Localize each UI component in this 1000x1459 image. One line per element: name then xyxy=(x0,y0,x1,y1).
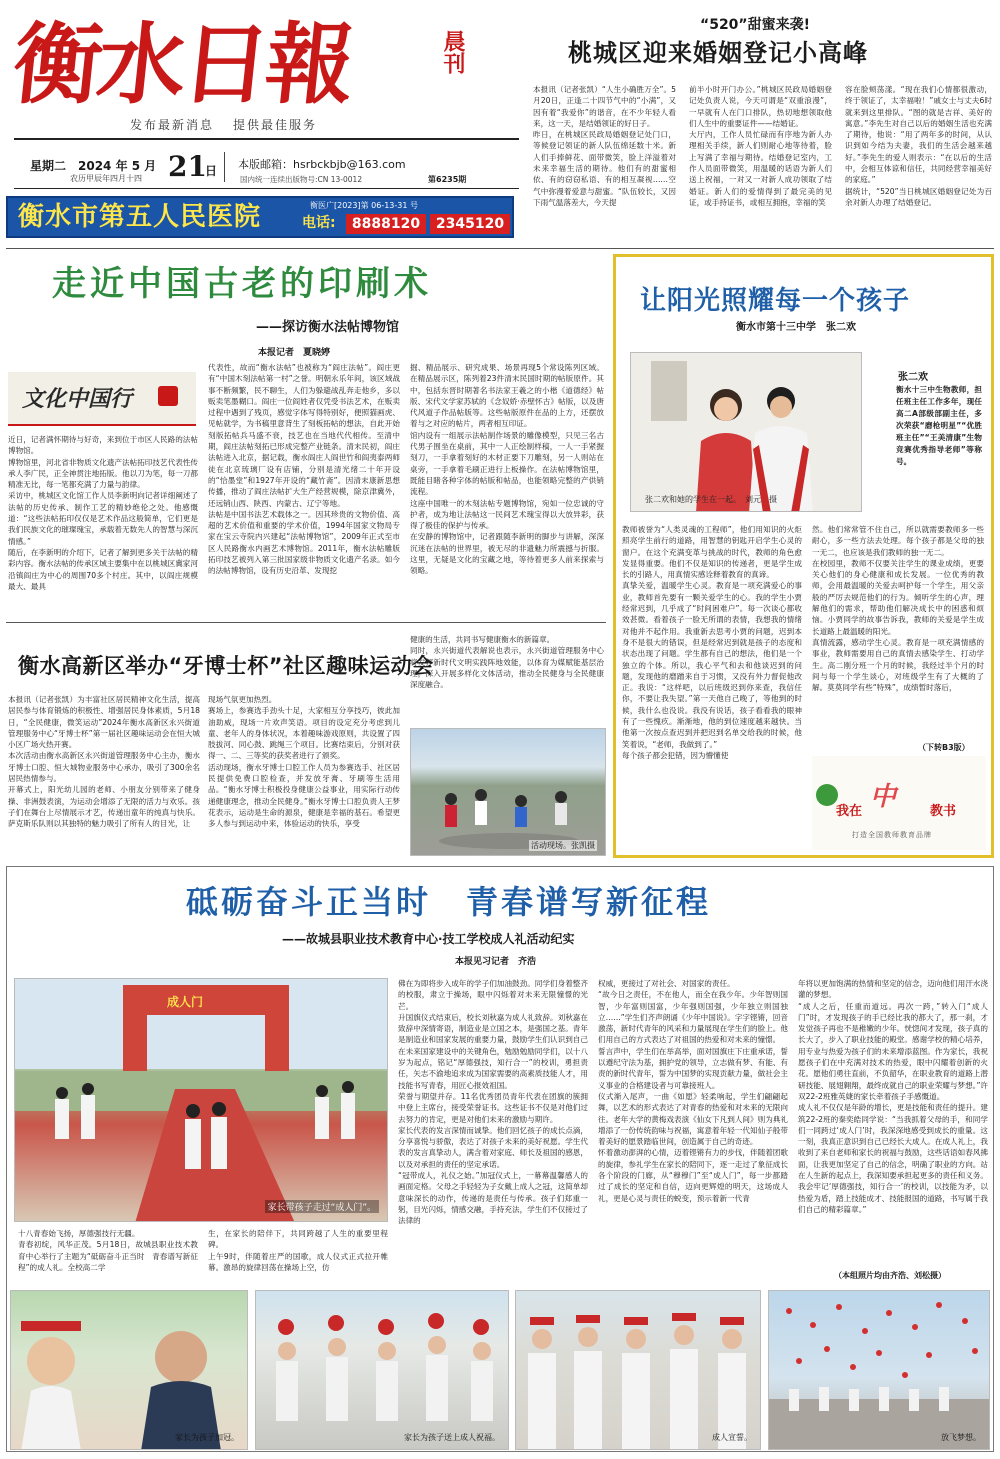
printing-byline: 本报记者 夏晓婷 xyxy=(258,348,331,358)
masthead-divider xyxy=(224,152,225,182)
sports-photo-caption: 活动现场。张凯摄 xyxy=(531,841,595,850)
banner-word-b: 中 xyxy=(870,782,897,812)
top-story-title: 桃城区迎来婚姻登记小高峰 xyxy=(568,39,868,67)
sports-col-2: 现场气氛更加热烈。 赛场上，参赛选手劲头十足，大家相互分享技巧，彼此加油助威，现场一片欢声笑语。项目的设定充分考虑到儿童、老年人的身体状况，本着趣味游戏原则，共设置了四肢拔河、同心鼓、跳绳三个项目。比赛结束后，分别对获得一、二、三等奖的获奖者进行了颁奖。 活动现场，衡水牙博士口腔工作人员为参赛选手、社区居民提供免费口腔检查，并发放牙膏、牙刷等生活用品。“衡水牙博士积极投身健康公益事业，用实际行动传递健康理念，推动全民健身。”衡水牙博士口腔负责人王梦花表示，运动是生命的源泉，健康是幸福的基石。希望更多人参与到运动中来，体验运动的快乐，享受 xyxy=(208,695,400,829)
gate-photo-caption: 家长带孩子走过“成人门”。 xyxy=(265,1200,379,1213)
printing-subtitle: ——探访衡水法帖博物馆 xyxy=(256,320,400,335)
bottom-photo-caption-4: 放飞梦想。 xyxy=(941,1433,981,1442)
top-section-rule xyxy=(6,248,994,249)
sports-photo xyxy=(410,728,606,856)
printing-bottom-rule xyxy=(6,622,606,623)
youth-subtitle: ——故城县职业技术教育中心·技工学校成人礼活动纪实 xyxy=(282,932,575,946)
banner-subline: 打造全国教师教育品牌 xyxy=(852,831,932,839)
youth-title: 砥砺奋斗正当时 青春谱写新征程 xyxy=(186,883,712,921)
day-suffix: 日 xyxy=(205,164,218,178)
youth-col-1a: 十八青春始飞扬，厚德强技行无疆。 青春初绽，风华正茂。5月18日，故城县职业技术教育中心举行了主题为“砥砺奋斗正当时 青春谱写新征程”的成人礼。全校高二学 xyxy=(18,1229,198,1272)
youth-byline: 本报见习记者 齐浩 xyxy=(455,957,537,967)
masthead-bottom-rule xyxy=(14,188,519,189)
gate-sign: 成人门 xyxy=(167,995,204,1009)
youth-photo-credit: （本组照片均由齐浩、刘松摄） xyxy=(834,1271,946,1280)
column-logo: 文化中国行 xyxy=(22,386,133,412)
date: 2024 年 5 月 xyxy=(78,159,157,173)
teacher-photo-caption: 张二欢和她的学生在一起。 刘元 摄 xyxy=(645,495,777,504)
banner-word-a: 我在 xyxy=(836,804,863,819)
ad-phone-1: 8888120 xyxy=(346,214,426,234)
teacher-student-photo xyxy=(630,352,862,512)
youth-col-3: 权威，更接过了对社会、对国家的责任。 “故今日之责任，不在他人，而全在我少年。少年智则国智，少年富则国富，少年强则国强，少年独立则国独立……”学生们齐声朗诵《少年中国说》。字字铿锵，回音激荡，新时代青年的风采和力量展现在学生们的脸上。他们用自己的方式表达了对祖国的热爱和对未来的憧憬。 誓言声中，学生们在举高举，面对国旗庄下庄重承诺，誓以遵纪守法为基，拥护党的领导，立志做有梦、有能、有责的新时代青年，誓为中国梦的实现贡献力量，做社会主义事业的合格建设者与可靠接班人。 仪式渐入尾声，一曲《如愿》轻柔响起，学生们翩翩起舞，以艺术的形式表达了对青春的热爱和对未来的无限向往。老年大学的黄梅戏表演《仙女下凡到人间》则为典礼增添了一份传统韵味与祝福，寓意着年轻一代知仙子般带着美好的愿景踏临世间，创造属于自己的奇迹。 怀着激动澎湃的心情，迈着铿锵有力的步伐，伴随着团歌的旋律，参礼学生在家长的陪同下，逐一走过了象征成长各个阶段的门廊，从“穆穆门”至“成人门”，每一步都踏过了成长的坚定和自信，迈向更辉煌的明天，这场成人礼，更是心灵与责任的蜕变，预示着新一代青 xyxy=(598,979,788,1203)
printing-col-1: 近日，记者满怀期待与好奇，来到位于市区人民路的法帖博物馆。 博物馆里，河北省非物质文化遗产法帖拓印技艺代表性传承人李广民，正全神贯注地拓版。他以刀为笔，每一刀都精准无比，每一笔都充满了力量与韵律。 采访中，桃城区文化馆工作人员李新明向记者详细阐述了法帖的历史传承、制作工艺的精妙绝伦之处。他感慨道：“这些法帖拓印仅仅是艺术作品这般简单，它们更是我们民族文化的璀璨瑰宝，承载着无数先人的智慧与深沉情感。” 随后，在李新明的介绍下，记者了解到更多关于法帖的精彩内容。衡水法帖的传承区域主要集中在以桃城区冀家河沿镇阎庄为中心的周围70多个村庄。其中，以阎庄规模最大、最具 xyxy=(8,435,198,591)
banner-badge xyxy=(816,784,838,806)
email-line: 本版邮箱：hsrbckbjb@163.com xyxy=(238,158,406,171)
top-story-col-3: 容在脸颊荡漾。“现在我们心情都很激动，终于领证了，太幸福啦！”戚女士与丈夫6时就来到这里排队。“图的就是吉祥、美好的寓意。”李先生对自己以后的婚姻生活也充满了期待，他说：“用了两年多的时间，从认识到如今结为夫妻，我们的生活会越来越好。”李先生的爱人则表示：“在以后的生活中，会相互体谅和信任，共同经营幸福美好的家庭。” 据统计，“520”当日桃城区婚姻登记处为百余对新人办理了结婚登记。 xyxy=(845,85,992,207)
slogan-right: 提供最佳服务 xyxy=(233,118,318,132)
edition-label: 晨刊 xyxy=(440,30,466,74)
youth-col-1b: 生，在家长的陪伴下，共同跨越了人生的重要里程碑。 上午9时，伴随着庄严的国歌，成人仪式正式拉开帷幕。激昂的旋律回荡在操场上空，仿 xyxy=(208,1229,388,1272)
bottom-photo-caption-2: 家长为孩子送上成人祝福。 xyxy=(404,1433,500,1442)
bottom-photo-caption-1: 家长为孩子加冠。 xyxy=(175,1433,239,1442)
top-story-col-2: 前半小时开门办公。”桃城区民政局婚姻登记处负责人说，今天可谓是“双重浪漫”，一早就有人在门口排队，热切地想领取他们人生中的重要证件——结婚证。 大厅内，工作人员忙碌而有序地为新人办理相关手续，新人们则耐心地等待着，脸上写满了幸福与期待。结婚登记室内，工作人员面带微笑，用温暖的话语为新人们送上祝福，一对又一对新人成功领取了结婚证。新人们的爱情得到了最完美的见证，或手持证书，或相互拥抱，幸福的笑 xyxy=(689,85,832,207)
profile-text: 衡水十三中生物教师，担任班主任工作多年，现任高二A部级部副主任，多次荣获“磨枪明星”“优胜班主任”“王美清康”生物竞赛优秀指导老师”等称号。 xyxy=(896,385,982,466)
oath-photo xyxy=(515,1290,761,1450)
newspaper-logo: 衡水日報 xyxy=(8,12,356,116)
sunshine-col-2: 然。他们常常管不住自己，所以就需要教师多一些耐心，多一些方法去处理。每个孩子都是父母的独一无二，也应该是我们教师的独一无二。 在校园里，教师不仅要关注学生的课业成绩，更要关心他们的身心健康和成长发展。一位优秀的教师，会用最温暖的关爱去呵护每一个学生，用父亲般的严厉去规范他们的行为。倾听学生的心声，理解他们的需求，帮助他们解决成长中的困惑和烦恼。小贾同学的故事告诉我，教师的关爱是学生成长道路上最温暖的阳光。 真情流露，感动学生心灵。教育是一项充满情感的事业，教师需要用自己的真情去感染学生、打动学生。高二刚分班一个月的时候，我经过半个月的时间与每一个学生谈心，对班级学生有了大概的了解。莫莫同学有些“特殊”，成绩暂时落后， xyxy=(812,525,984,693)
ad-phone-2: 2345120 xyxy=(430,214,510,234)
slogan-left: 发布最新消息 xyxy=(130,118,215,132)
profile-name: 张二欢 xyxy=(898,372,928,383)
top-story-col-1: 本报讯（记者张凯）“人生小确胜万全”。5月20日，正逢二十四节气中的“小满”，又因有着“我爱你”的谐音，在不少年轻人看来，这一天，是结婚领证的好日子。 昨日，在桃城区民政局婚姻登记处门口，等候登记领证的新人队伍绵延数十米。新人们手捧鲜花、面带微笑，脸上洋溢着对未来幸福生活的期待。他们有的甜蜜相依、有的窃窃私语、有的相互凝视……空气中弥漫着爱意与甜蜜。“队伍较长，又因下雨气温落差大，今天提 xyxy=(533,85,676,207)
cn-number: 国内统一连续出版物号:CN 13-0012 xyxy=(240,175,363,184)
issue-number: 第6235期 xyxy=(428,175,467,184)
column-logo-seal xyxy=(158,386,178,406)
hospital-name: 衡水市第五人民医院 xyxy=(18,202,262,232)
day-number: 21 xyxy=(168,150,207,183)
balloons-photo xyxy=(768,1290,990,1450)
sunshine-author: 衡水市第十三中学 张二欢 xyxy=(736,322,856,333)
masthead-top-rule xyxy=(14,138,519,140)
youth-col-2: 佛在为即将步入成年的学子们加油鼓劲。同学们身着整齐的校服，肃立于操场，眼中闪烁着对未来无限憧憬的光芒。 升国旗仪式结束后，校长刘秋嘉为成人礼致辞。刘秋嘉在致辞中深情寄语，制造业是立国之本，是强国之基。青年是制造业和国家发展的重要力量，鼓励学生们认识到自己在未来国家建设中的关键角色，勉励勉励同学们，以十八岁为起点，铭记“厚德强技，知行合一”的校训，勇担责任，矢志不渝地追求成为国家需要的高素质技能人才，用技能书写青春，用匠心报效祖国。 荣誉与期望并存。11名优秀团员青年代表在团旗的簇拥中登上主席台，接受荣誉证书。这些证书不仅是对他们过去努力的肯定，更是对他们未来的激励与期许。 家长代表的发言深情而诚挚。他们回忆孩子的成长点滴，分享喜悦与骄傲，表达了对孩子未来的美好祝愿。学生代表的发言真挚动人，满含着对家庭、师长及祖国的感恩，以及对承担的责任的坚定承诺。 “冠带成人，礼仪之始。”加冠仪式上，一幕幕温馨感人的画面定格。父母之手轻轻为子女戴上成人之冠，这简单却意味深长的动作，传递的是责任与传承。孩子们郑重一躬，目光闪烁，情感交融，手持充法，学生们不仅接过了法律的 xyxy=(398,979,588,1226)
capping-photo xyxy=(10,1290,248,1450)
blessing-photo xyxy=(255,1290,509,1450)
column-logo-box xyxy=(8,372,196,426)
printing-col-3: 掘、精品展示、研究成果、场景再现5个常设陈列区域。在精品展示区，陈列着23件清末民国时期的帖版原件。其中，包括东晋时期著名书法家王羲之的小楷《道德经》帖版、宋代文学家苏轼的《念奴娇·赤壁怀古》帖版，以及唐代风道子作品帖版等。这些帖版原件在品的上方，还摆放着与之对应的帖片，两者相互印证。 馆内设有一组展示法帖制作场景的雕像模型，只见三名古代男子围坐在桌前，其中一人正绘制样稿，一人一手紧握刻刀，一手拿着刻好的木材正要下刀雕刻，另一人则站在桌旁，一手拿着毛刷正进行上板操作。在法帖博物馆里，既能目睹各种字体的帖版和帖品，也能领略完整的产供销流程。 这座中国唯一的木刻法帖专题博物馆，宛如一位忠诚的守护者，成为地让法帖这一民间艺术瑰宝得以大放异彩，获得了极佳的保护与传承。 在安静的博物馆中，记者跟随李新明的脚步与讲解，深深沉迷在法帖的世界里，被无尽的非遗魅力所震撼与折服。这里，无疑是文化的宝藏之地，等待着更多人前来探索与领略。 xyxy=(410,363,604,576)
sunshine-col-1: 教师被誉为“人类灵魂的工程师”，他们用知识的火炬照亮学生前行的道路，用智慧的钥匙开启学生心灵的窗户。在这个充满变革与挑战的时代，教师的角色愈发显得重要。他们不仅是知识的传递者，更是学生成长的引路人，用真情实感诠释着教育的真谛。 真挚关爱，温暖学生心灵。教育是一项充满爱心的事业，教师首先要有一颗关爱学生的心。我的学生小贾经常迟到，几乎成了“时间困难户”。每一次谈心都收效甚微。看着孩子一脸无所谓的表情，我想我的情绪对他并不起作用。我重新去思考小贾的问题，迟到本身不是很大的错误，但是经常迟到就是孩子的态度和状态出现了问题。学生都有自己的想法，他们是一个独立的个体。所以，我心平气和去和他谈迟到的问题，发现他的磨蹭来自于习惯，又没有外力督促他改正。我说：“这样吧，以后班级迟到你来查，我信任你，不要让我失望。”第一天他自己晚了，等他到的时候，我什么也没说。我没有说话，孩子看看我的眼神有了一些愧疚。渐渐地，他的到位速度越来越快。当他第一次按点查迟到并把迟到名单交给我的时候，他笑着说，“老师，我做到了。” 每个孩子都会犯错，因为懵懂使 xyxy=(622,525,802,760)
hospital-ad xyxy=(6,196,514,238)
top-story-kicker: “520”甜蜜来袭! xyxy=(700,17,811,33)
sports-title: 衡水高新区举办“牙博士杯”社区趣味运动会 xyxy=(18,654,434,678)
coming-of-age-gate-photo xyxy=(14,978,388,1222)
sunshine-continued: （下转B3版） xyxy=(918,743,970,752)
lunar-date: 农历甲辰年四月十四 xyxy=(70,174,142,183)
printing-title: 走近中国古老的印刷术 xyxy=(52,264,432,304)
youth-col-4: 年将以更加饱满的热情和坚定的信念，迈向他们用汗水浇灌的梦想。 “成人之后，任重而道远。再次一跨，”转入门“成人门”时，才发现孩子的手已经比我的都大了，那一刹，才发觉孩子再也不是稚嫩的少年。恍惚间才发现，孩子真的长大了，步入了职业技能的殿堂。感谢学校的精心培养，用专业与热爱为孩子们的未来增添蓝图。作为家长，我祝愿孩子们在中充满对技术的热爱，眼中闪耀着创新的火花。愿他们勇往直前，不负韶华，在职业教育的道路上潜研技能、展翅翱翔，最终成就自己的职业荣耀与梦想。”许双22-2班雅英婕的家长牵着孩子手感慨道。 成人礼不仅仅是年龄的增长，更是技能和责任的提升。建筑22-2班的秦奕皓同学说：“当我抓着父母的手，和同学们一同跨过‘成人门’时，我深深地感受到成长的重量。这一刻，我真正意识到自己已经长大成人。在成人礼上，我收到了来自老师和家长的祝福与鼓励，这些话语如春风拂面，让我更加坚定了自己的信念，明确了职业的方向。站在人生新的起点上，我深知要承担起更多的责任和义务。我会牢记‘厚德强技，知行合一’的校训，以技能为矛，以热爱为盾，踏上技能成才、技能报国的道路，书写属于我们自己的精彩篇章。” xyxy=(798,979,988,1214)
bottom-photo-caption-3: 成人宣誓。 xyxy=(712,1433,752,1442)
teacher-banner xyxy=(812,756,986,850)
sports-col-3: 健康的生活，共同书写健康衡水的新篇章。 同时，永兴街道代表解说也表示，永兴街道管理服务中心将发挥新时代文明实践阵地效能，以体育为媒赋能基层治理，深入开展多样化文体活动，推动全民健身与全民健康深度融合。 xyxy=(410,635,604,690)
ad-license: 衡医广[2023]第 06-13-31 号 xyxy=(310,201,418,210)
ad-phone-label: 电话: xyxy=(302,215,336,231)
banner-word-c: 教书 xyxy=(930,804,957,819)
sports-col-1: 本报讯（记者张凯）为丰富社区居民精神文化生活，提高居民参与体育锻炼的积极性、增强居民身体素质，5月18日，“全民健康，微笑运动”2024年衡水高新区永兴街道管理服务中心“牙博士杯”第一届社区趣味运动会在恒大城小区广场火热开赛。 本次活动由衡水高新区永兴街道管理服务中心主办，衡水牙博士口腔、恒大城物业服务中心承办，吸引了300余名居民热情参与。 开幕式上，阳光幼儿园的老师、小朋友分别带来了健身操、非洲鼓表演，为运动会增添了无限的活力与欢乐。孩子们在舞台上尽情展示才艺，传递出童年的纯真与快乐。萨克斯乐队则以其独特的魅力吸引了所有人的目光，让 xyxy=(8,695,200,829)
sunshine-title: 让阳光照耀每一个孩子 xyxy=(640,286,911,316)
printing-col-2: 代表性，故而“衡水法帖”也被称为“阎庄法帖”。阎庄更有“中国木刻法帖第一村”之誉。明朝永乐年间，该区域战事不断频繁，民不聊生，人们为躲避战乱奔走他乡，多以贩卖笔墨糊口。阎庄一位阎姓者仅凭受书法艺术，在贩卖过程中遇到了残页，感觉字体写得特别好，便照猫画虎、见帖就学，为书稿里意背生了刻板拓帖的想法，自此开始刻版拓帖兵马盛不衰，技艺也在当地代代相传。至清中期，阎庄法帖刻拓已形成完整产业链条。清末民初，阎庄法帖进入北京，据记载，衡水阎庄人阎世竹和阎夷泰两师徒在北京琉璃厂设有店铺，分别是清光绪二十年开设的“恰墨堂”和1927年开设的“藏竹斋”。因清末康新思想传播，推动了阎庄法帖扩大生产经营规模，除京津冀外，还远销山西、陕西、内蒙古、辽宁等地。 法帖是中国书法艺术载体之一。因其珍贵的文物价值、高超的艺术价值和重要的学术价值，1994年国家文物局专家在宝云寺院内兴建起“法帖博物馆”，2009年正式至市区人民路衡水内画艺术博物馆。2011年，衡水法帖雕版拓印技艺被列入第三批国家级非物质文化遗产名录。如今的法帖博物馆，设有历史沿革、发现挖 xyxy=(208,363,400,576)
weekday: 星期二 xyxy=(30,159,67,173)
